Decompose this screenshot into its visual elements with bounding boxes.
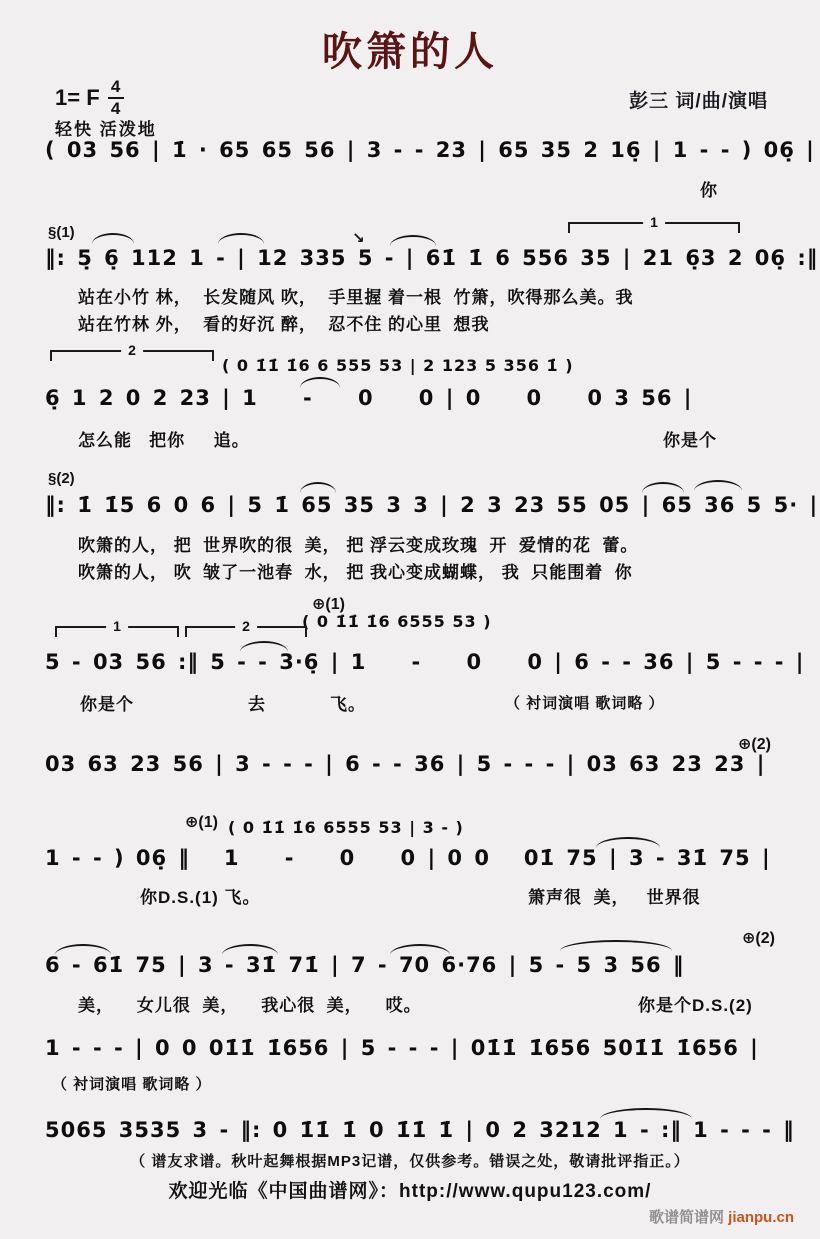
composer-credit: 彭三 词/曲/演唱 (629, 91, 768, 112)
volta-label: 1 (106, 618, 128, 634)
notes-line-4: ‖: 1̇ 1̇5 6 0 6 | 5 1̇ 65 35 3 3 | 2 3 23 55 05 | 65 36 5 5· | (45, 493, 819, 517)
volta-label: 2 (121, 342, 143, 358)
slur-arc (560, 940, 672, 951)
notes-line-10: 5065 3535 3 - ‖: 0 1̇1̇ 1̇ 0 1̇1̇ 1̇ | 0 2 3212 1 - :‖ 1 - - - ‖ (45, 1118, 795, 1142)
lyrics-line-8a: 美， 女儿很 美， 我心很 美， 哎。 (78, 996, 422, 1015)
notes-line-7: 1 - - ) 06̣ ‖ 1 - 0 0 | 0 0 01̇ 75 | 3 - 31̇ 75 | (45, 846, 771, 870)
notes-line-2: ‖: 5̣ 6̣ 112 1 - | 12 335 5 - | 61̇ 1̇ 6 556 35 | 21 6̣3 2 06̣ :‖ (45, 246, 819, 270)
lyrics-line-2a: 站在小竹 林， 长发随风 吹， 手里握 着一根 竹箫，吹得那么美。我 (78, 288, 634, 307)
slur-arc (694, 480, 742, 491)
lyrics-line-1: 你 (700, 181, 718, 200)
watermark-text: 歌谱简谱网 (648, 1209, 729, 1226)
tempo-marking: 轻快 活泼地 (55, 120, 157, 139)
slur-arc (642, 482, 684, 493)
cue-notes-line-3: ( 0 1̇1̇ 1̇6 6 555 53 | 2 123 5 356 1̇ ) (222, 356, 574, 375)
watermark (649, 1206, 794, 1227)
cue-notes-line-5: ( 0 1̇1̇ 1̇6 6555 53 ) (302, 612, 492, 631)
coda-mark-2: ⊕(2) (738, 736, 771, 753)
watermark-link[interactable]: jianpu.cn (728, 1209, 794, 1226)
notes-line-9: 1 - - - | 0 0 01̇1̇ 1̇656 | 5 - - - | 01̇1̇ 1̇656 501̇1̇ 1̇656 | (45, 1036, 759, 1060)
volta-bracket-1 (568, 214, 740, 233)
slur-arc (218, 233, 264, 244)
slur-arc (390, 235, 436, 246)
notes-line-3: 6̣ 1 2 0 2 23 | 1 - 0 0 | 0 0 0 3 56 | (45, 386, 693, 410)
site-url-link[interactable]: http://www.qupu123.com/ (399, 1181, 652, 1202)
volta-label: 1 (643, 214, 665, 230)
notes-line-8: 6 - 61̇ 75 | 3 - 31̇ 71̇ | 7 - 70 6·76 | 5 - 5 3 56 ‖ (45, 953, 685, 977)
cue-notes-line-7: ( 0 1̇1̇ 1̇6 6555 53 | 3 - ) (228, 818, 464, 837)
time-signature (108, 78, 124, 118)
glissando-arrow: ↘ (352, 230, 365, 247)
lyrics-line-7a: 你D.S.(1) 飞。 (140, 888, 261, 907)
lyrics-line-3a: 怎么能 把你 追。 (78, 431, 250, 450)
segno-mark-2: §(2) (48, 470, 75, 487)
notes-line-1: ( 03 56 | 1̇ · 65 65 56 | 3 - - 23 | 65 35 2 16̣ | 1 - - ) 06̣ | (45, 138, 815, 162)
site-line (0, 1176, 820, 1203)
slur-arc (300, 482, 336, 493)
volta-bracket-1 (55, 618, 179, 637)
lyrics-line-5a: 你是个 (80, 695, 134, 714)
site-line-prefix: 欢迎光临《中国曲谱网》： (168, 1181, 400, 1202)
key-signature (55, 78, 124, 118)
coda-mark-1: ⊕(1) (185, 814, 218, 831)
lyrics-line-7b: 箫声很 美， 世界很 (528, 888, 701, 907)
lyrics-line-3b: 你是个 (663, 431, 717, 450)
segno-mark-1: §(1) (48, 224, 75, 241)
lyrics-annotation-9: （ 衬词演唱 歌词略 ） (52, 1076, 212, 1093)
lyrics-annotation-5: （ 衬词演唱 歌词略 ） (505, 695, 665, 712)
lyrics-line-5c: 飞。 (330, 695, 366, 714)
volta-bracket-2 (185, 618, 307, 637)
lyrics-line-4a: 吹箫的人， 把 世界吹的很 美， 把 浮云变成玫瑰 开 爱情的花 蕾。 (78, 536, 639, 555)
notes-line-5: 5 - 03 56 :‖ 5 - - 3·6̣ | 1 - 0 0 | 6 - - 36 | 5 - - - | (45, 650, 805, 674)
song-title: 吹箫的人 (322, 30, 498, 74)
volta-label: 2 (235, 618, 257, 634)
lyrics-line-8b: 你是个D.S.(2) (638, 996, 753, 1015)
volta-bracket-2 (50, 342, 214, 361)
key-label: 1= F (55, 84, 100, 110)
meter-upper: 4 (110, 77, 121, 96)
lyrics-line-4b: 吹箫的人， 吹 皱了一池春 水， 把 我心变成蝴蝶， 我 只能围着 你 (78, 563, 633, 582)
lyrics-line-2b: 站在竹林 外， 看的好沉 醉， 忍不住 的心里 想我 (78, 315, 490, 334)
transcriber-note: （ 谱友求谱。秋叶起舞根据MP3记谱，仅供参考。错误之处，敬请批评指正。） (130, 1153, 690, 1170)
coda-mark-1: ⊕(1) (312, 596, 345, 613)
slur-arc (92, 233, 134, 244)
notes-line-6: 03 63 23 56 | 3 - - - | 6 - - 36 | 5 - - - | 03 63 23 23 | (45, 752, 766, 776)
lyrics-line-5b: 去 (248, 695, 266, 714)
meter-lower: 4 (110, 98, 121, 118)
coda-mark-2: ⊕(2) (742, 930, 775, 947)
